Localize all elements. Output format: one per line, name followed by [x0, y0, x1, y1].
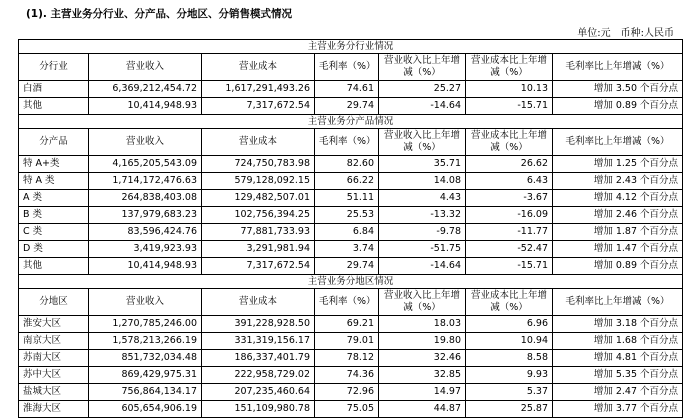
- cell-margin-change: 增加 1.25 个百分点: [553, 156, 683, 173]
- cell-cost-change: -16.09: [466, 207, 553, 224]
- cell-cost-change: 6.96: [466, 316, 553, 333]
- section-caption: 主营业务分行业情况: [19, 40, 683, 54]
- table-row: [19, 258, 683, 275]
- column-header-revenue-change: 营业收入比上年增减（%）: [379, 289, 466, 316]
- cell-gross-margin: 79.01: [315, 333, 379, 350]
- table-row: [19, 401, 683, 418]
- cell-gross-margin: 74.36: [315, 367, 379, 384]
- cell-margin-change: 增加 3.50 个百分点: [553, 81, 683, 98]
- table-row: [19, 156, 683, 173]
- cell-revenue-change: -14.64: [379, 258, 466, 275]
- cell-cost: 3,291,981.94: [202, 241, 315, 258]
- cell-gross-margin: 66.22: [315, 173, 379, 190]
- column-header-cost: 营业成本: [202, 129, 315, 156]
- cell-gross-margin: 74.61: [315, 81, 379, 98]
- currency-unit-note: 单位:元 币种:人民币: [577, 28, 674, 39]
- cell-margin-change: 增加 1.68 个百分点: [553, 333, 683, 350]
- cell-revenue-change: 44.87: [379, 401, 466, 418]
- cell-cost: 129,482,507.01: [202, 190, 315, 207]
- cell-cost-change: 9.93: [466, 367, 553, 384]
- cell-revenue: 10,414,948.93: [89, 98, 202, 115]
- cell-key: D 类: [19, 241, 89, 258]
- cell-cost: 222,958,729.02: [202, 367, 315, 384]
- cell-revenue-change: 14.08: [379, 173, 466, 190]
- column-header-gross-margin: 毛利率（%）: [315, 289, 379, 316]
- column-header-margin-change: 毛利率比上年增减（%）: [553, 54, 683, 81]
- cell-key: 其他: [19, 98, 89, 115]
- table-row: [19, 173, 683, 190]
- cell-margin-change: 增加 0.89 个百分点: [553, 98, 683, 115]
- cell-margin-change: 增加 5.35 个百分点: [553, 367, 683, 384]
- cell-margin-change: 增加 4.81 个百分点: [553, 350, 683, 367]
- cell-cost-change: 5.37: [466, 384, 553, 401]
- cell-cost-change: -15.71: [466, 258, 553, 275]
- cell-margin-change: 增加 2.47 个百分点: [553, 384, 683, 401]
- section-caption-row: [19, 275, 683, 289]
- cell-gross-margin: 25.53: [315, 207, 379, 224]
- column-header-row: [19, 289, 683, 316]
- table-row: [19, 190, 683, 207]
- cell-revenue: 4,165,205,543.09: [89, 156, 202, 173]
- cell-revenue: 83,596,424.76: [89, 224, 202, 241]
- cell-revenue: 851,732,034.48: [89, 350, 202, 367]
- cell-revenue-change: 32.85: [379, 367, 466, 384]
- cell-revenue-change: 25.27: [379, 81, 466, 98]
- cell-key: C 类: [19, 224, 89, 241]
- column-header-revenue: 营业收入: [89, 129, 202, 156]
- cell-key: 盐城大区: [19, 384, 89, 401]
- section-caption-row: [19, 115, 683, 129]
- column-header-cost: 营业成本: [202, 289, 315, 316]
- column-header-key: 分地区: [19, 289, 89, 316]
- cell-revenue: 3,419,923.93: [89, 241, 202, 258]
- column-header-cost-change: 营业成本比上年增减（%）: [466, 129, 553, 156]
- cell-cost-change: 25.87: [466, 401, 553, 418]
- cell-revenue: 869,429,975.31: [89, 367, 202, 384]
- table-row: [19, 207, 683, 224]
- column-header-margin-change: 毛利率比上年增减（%）: [553, 289, 683, 316]
- cell-cost-change: 6.43: [466, 173, 553, 190]
- table-row: [19, 384, 683, 401]
- cell-gross-margin: 29.74: [315, 258, 379, 275]
- table-row: [19, 224, 683, 241]
- cell-cost: 77,881,733.93: [202, 224, 315, 241]
- cell-revenue-change: -51.75: [379, 241, 466, 258]
- cell-key: 淮海大区: [19, 401, 89, 418]
- cell-revenue: 10,414,948.93: [89, 258, 202, 275]
- cell-revenue: 264,838,403.08: [89, 190, 202, 207]
- cell-cost: 579,128,092.15: [202, 173, 315, 190]
- cell-revenue-change: 18.03: [379, 316, 466, 333]
- table-row: [19, 316, 683, 333]
- cell-revenue-change: 19.80: [379, 333, 466, 350]
- cell-gross-margin: 51.11: [315, 190, 379, 207]
- column-header-margin-change: 毛利率比上年增减（%）: [553, 129, 683, 156]
- cell-cost: 1,617,291,493.26: [202, 81, 315, 98]
- cell-cost: 331,319,156.17: [202, 333, 315, 350]
- column-header-row: [19, 129, 683, 156]
- cell-revenue: 1,714,172,476.63: [89, 173, 202, 190]
- cell-cost-change: 26.62: [466, 156, 553, 173]
- cell-gross-margin: 82.60: [315, 156, 379, 173]
- cell-margin-change: 增加 3.77 个百分点: [553, 401, 683, 418]
- cell-key: 其他: [19, 258, 89, 275]
- cell-gross-margin: 6.84: [315, 224, 379, 241]
- cell-gross-margin: 3.74: [315, 241, 379, 258]
- table-row: [19, 333, 683, 350]
- column-header-row: [19, 54, 683, 81]
- cell-revenue: 137,979,683.23: [89, 207, 202, 224]
- cell-cost-change: -11.77: [466, 224, 553, 241]
- cell-revenue-change: -9.78: [379, 224, 466, 241]
- section-caption: 主营业务分产品情况: [19, 115, 683, 129]
- cell-gross-margin: 75.05: [315, 401, 379, 418]
- column-header-revenue-change: 营业收入比上年增减（%）: [379, 54, 466, 81]
- cell-revenue: 756,864,134.17: [89, 384, 202, 401]
- cell-revenue-change: 4.43: [379, 190, 466, 207]
- cell-revenue-change: -14.64: [379, 98, 466, 115]
- cell-cost-change: -52.47: [466, 241, 553, 258]
- cell-cost: 186,337,401.79: [202, 350, 315, 367]
- cell-key: 特 A+类: [19, 156, 89, 173]
- cell-key: 白酒: [19, 81, 89, 98]
- cell-key: 淮安大区: [19, 316, 89, 333]
- table-row: [19, 98, 683, 115]
- cell-revenue-change: 14.97: [379, 384, 466, 401]
- cell-key: B 类: [19, 207, 89, 224]
- section-caption-row: [19, 40, 683, 54]
- cell-margin-change: 增加 3.18 个百分点: [553, 316, 683, 333]
- cell-revenue-change: 32.46: [379, 350, 466, 367]
- report-section-title: (1). 主营业务分行业、分产品、分地区、分销售模式情况: [26, 8, 293, 20]
- cell-margin-change: 增加 4.12 个百分点: [553, 190, 683, 207]
- table-row: [19, 367, 683, 384]
- cell-cost: 7,317,672.54: [202, 258, 315, 275]
- cell-gross-margin: 29.74: [315, 98, 379, 115]
- column-header-gross-margin: 毛利率（%）: [315, 54, 379, 81]
- column-header-cost-change: 营业成本比上年增减（%）: [466, 289, 553, 316]
- cell-cost: 151,109,980.78: [202, 401, 315, 418]
- cell-revenue: 6,369,212,454.72: [89, 81, 202, 98]
- cell-margin-change: 增加 1.87 个百分点: [553, 224, 683, 241]
- column-header-revenue: 营业收入: [89, 289, 202, 316]
- cell-key: 苏南大区: [19, 350, 89, 367]
- column-header-revenue-change: 营业收入比上年增减（%）: [379, 129, 466, 156]
- cell-cost: 7,317,672.54: [202, 98, 315, 115]
- cell-revenue-change: -13.32: [379, 207, 466, 224]
- cell-cost-change: 10.94: [466, 333, 553, 350]
- cell-cost: 724,750,783.98: [202, 156, 315, 173]
- column-header-cost-change: 营业成本比上年增减（%）: [466, 54, 553, 81]
- cell-key: 特 A 类: [19, 173, 89, 190]
- table-row: [19, 81, 683, 98]
- column-header-cost: 营业成本: [202, 54, 315, 81]
- section-caption: 主营业务分地区情况: [19, 275, 683, 289]
- cell-cost: 102,756,394.25: [202, 207, 315, 224]
- column-header-gross-margin: 毛利率（%）: [315, 129, 379, 156]
- cell-revenue: 1,578,213,266.19: [89, 333, 202, 350]
- cell-cost-change: -3.67: [466, 190, 553, 207]
- cell-key: 南京大区: [19, 333, 89, 350]
- table-row: [19, 241, 683, 258]
- cell-margin-change: 增加 2.43 个百分点: [553, 173, 683, 190]
- cell-key: 苏中大区: [19, 367, 89, 384]
- cell-margin-change: 增加 1.47 个百分点: [553, 241, 683, 258]
- column-header-revenue: 营业收入: [89, 54, 202, 81]
- cell-revenue: 1,270,785,246.00: [89, 316, 202, 333]
- table-row: [19, 350, 683, 367]
- cell-cost-change: 10.13: [466, 81, 553, 98]
- column-header-key: 分产品: [19, 129, 89, 156]
- cell-cost-change: -15.71: [466, 98, 553, 115]
- cell-gross-margin: 72.96: [315, 384, 379, 401]
- cell-key: A 类: [19, 190, 89, 207]
- cell-gross-margin: 78.12: [315, 350, 379, 367]
- cell-gross-margin: 69.21: [315, 316, 379, 333]
- column-header-key: 分行业: [19, 54, 89, 81]
- cell-margin-change: 增加 2.46 个百分点: [553, 207, 683, 224]
- main-business-table: [18, 39, 683, 418]
- cell-margin-change: 增加 0.89 个百分点: [553, 258, 683, 275]
- cell-revenue: 605,654,906.19: [89, 401, 202, 418]
- cell-revenue-change: 35.71: [379, 156, 466, 173]
- cell-cost: 391,228,928.50: [202, 316, 315, 333]
- cell-cost-change: 8.58: [466, 350, 553, 367]
- cell-cost: 207,235,460.64: [202, 384, 315, 401]
